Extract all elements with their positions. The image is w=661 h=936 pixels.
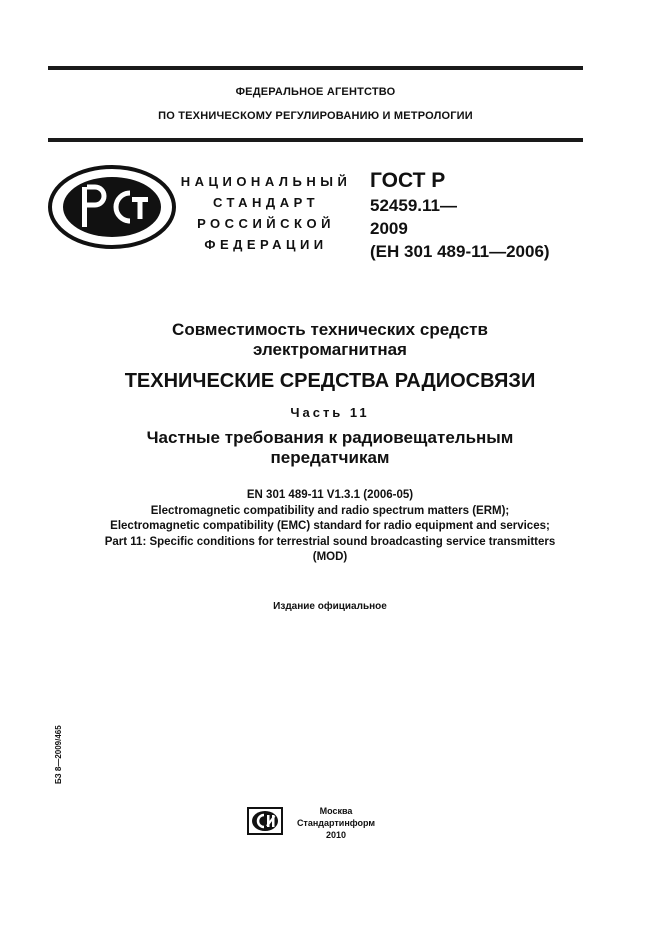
edition-label: Издание официальное	[273, 601, 387, 612]
main-title-line-2: электромагнитная	[253, 340, 407, 359]
english-line-4: Part 11: Specific conditions for terrestrial sound broadcasting service transmitters	[104, 535, 556, 548]
side-code: БЗ 8—2009/465	[54, 725, 63, 784]
english-title	[30, 488, 630, 566]
standard-type-line-1: НАЦИОНАЛЬНЫЙ	[180, 174, 352, 189]
publisher-year: 2010	[325, 830, 347, 840]
agency-line-2: ПО ТЕХНИЧЕСКОМУ РЕГУЛИРОВАНИЮ И МЕТРОЛОГИИ	[158, 110, 473, 122]
agency-line-1: ФЕДЕРАЛЬНОЕ АГЕНТСТВО	[235, 86, 396, 98]
english-line-5: (MOD)	[312, 551, 348, 563]
publisher-info	[296, 805, 376, 841]
designation-line-3: 2009	[370, 219, 408, 238]
part-title	[60, 428, 600, 468]
part-title-line-2: передатчикам	[270, 448, 390, 467]
english-line-3: Electromagnetic compatibility (EMC) standard for radio equipment and services;	[110, 520, 550, 532]
designation-line-1: ГОСТ Р	[370, 169, 446, 192]
main-title	[60, 320, 600, 360]
designation-line-2: 52459.11—	[370, 196, 457, 215]
english-line-1: EN 301 489-11 V1.3.1 (2006-05)	[246, 489, 414, 501]
standard-type-line-3: РОССИЙСКОЙ	[197, 216, 335, 231]
header-rule	[48, 138, 583, 142]
gost-logo	[48, 165, 176, 249]
top-rule	[48, 66, 583, 70]
part-title-line-1: Частные требования к радиовещательным	[146, 428, 514, 447]
publisher-logo	[247, 807, 283, 835]
standard-type	[176, 171, 356, 255]
standard-designation	[370, 168, 550, 263]
standard-type-line-4: ФЕДЕРАЦИИ	[204, 237, 328, 252]
publisher-city: Москва	[319, 806, 353, 816]
main-title-line-1: Совместимость технических средств	[172, 320, 488, 339]
part-number: Часть 11	[290, 405, 370, 420]
gost-logo-icon	[48, 165, 176, 249]
subtitle: ТЕХНИЧЕСКИЕ СРЕДСТВА РАДИОСВЯЗИ	[124, 370, 536, 392]
standard-type-line-2: СТАНДАРТ	[212, 195, 320, 210]
english-line-2: Electromagnetic compatibility and radio spectrum matters (ERM);	[150, 504, 510, 517]
designation-line-4: (ЕН 301 489-11—2006)	[370, 242, 550, 261]
publisher-logo-icon	[247, 807, 283, 835]
publisher-name: Стандартинформ	[296, 818, 376, 828]
